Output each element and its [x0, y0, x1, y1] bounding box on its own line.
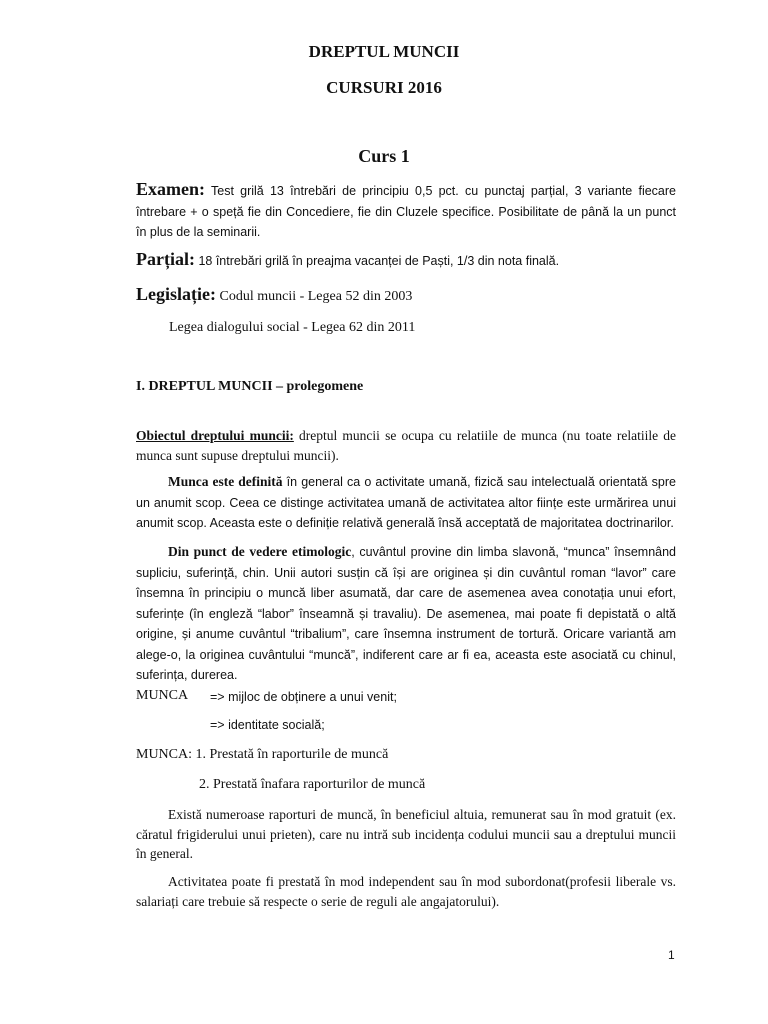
object-paragraph: [136, 426, 676, 465]
object-text: dreptul muncii se ocupa cu relatiile de munca (nu toate relatiile de munca sunt supuse dreptului muncii).: [136, 428, 676, 463]
paragraph-raporturi: [136, 805, 676, 864]
paragraph-activitate: [136, 872, 676, 911]
exam-label: Examen:: [136, 179, 205, 199]
etymology-text: , cuvântul provine din limba slavonă, “munca” însemnând supliciu, suferință, chin. Unii autori susțin că își are originea și din cuvântul roman “lavor” care însemna în principiu o muncă liber asumată, dar care de asemenea avea conotația unui efort, suferințe (în engleză “labor” înseamnă și travaliu). De asemenea, mai poate fi depistată o altă origine, și anume cuvântul “tribalium”, care însemna instrument de tortură. Oricare variantă am alege-o, la originea cuvântului “muncă”, indiferent care ar fi ea, aceasta este asociată cu chinul, suferința, durerea.: [136, 545, 676, 682]
partial-label: Parțial:: [136, 249, 195, 269]
list-item-identitate: => identitate socială;: [210, 718, 325, 732]
etymology-label: Din punct de vedere etimologic: [168, 544, 352, 559]
legislation-line1: Codul muncii - Legea 52 din 2003: [215, 289, 413, 304]
legislation-line2: Legea dialogului social - Legea 62 din 2011: [169, 320, 416, 335]
section-heading: I. DREPTUL MUNCII – prolegomene: [136, 379, 364, 394]
definition-label: Munca este definită: [168, 474, 283, 489]
paragraph-raporturi-text: Există numeroase raporturi de muncă, în beneficiul altuia, remunerat sau în mod gratuit (ex. căratul frigiderului unui prieten), care nu intră sub incidența codului muncii sau a dreptului muncii în general.: [136, 807, 676, 861]
paragraph-activitate-text: Activitatea poate fi prestată în mod independent sau în mod subordonat(profesii liberale vs. salariați care trebuie să respecte o serie de reguli ale angajatorului).: [136, 874, 676, 909]
munca-prestata-2: 2. Prestată înafara raporturilor de muncă: [199, 777, 426, 792]
partial-text: 18 întrebări grilă în preajma vacanței de Paști, 1/3 din nota finală.: [194, 254, 560, 268]
exam-text: Test grilă 13 întrebări de principiu 0,5 pct. cu punctaj parțial, 3 variante fiecare întrebare + o speță fie din Concediere, fie din Cluzele specifice. Posibilitate de până la un punct în plus de la seminarii.: [136, 184, 676, 239]
course-heading: Curs 1: [358, 146, 410, 166]
definition-paragraph: [136, 472, 676, 534]
etymology-paragraph: [136, 542, 676, 686]
legislation-paragraph: [136, 285, 676, 307]
exam-paragraph: [136, 180, 676, 243]
page-number: 1: [668, 948, 675, 962]
document-subtitle: CURSURI 2016: [326, 78, 442, 97]
legislation-label: Legislație:: [136, 284, 216, 304]
list-item-venit: => mijloc de obținere a unui venit;: [210, 690, 397, 704]
munca-label: MUNCA: [136, 688, 189, 703]
definition-text: în general ca o activitate umană, fizică sau intelectuală orientată spre un anumit scop. Ceea ce distinge activitatea umană de activitatea altor ființe este urmărirea unui anumit scop. Aceasta este o definiție relativă generală însă acceptată de majoritatea doctrinarilor.: [136, 475, 676, 530]
munca-prestata-1: MUNCA: 1. Prestată în raporturile de muncă: [136, 747, 389, 762]
document-title: DREPTUL MUNCII: [308, 42, 460, 61]
object-label: Obiectul dreptului muncii:: [136, 428, 294, 443]
partial-paragraph: [136, 250, 676, 272]
